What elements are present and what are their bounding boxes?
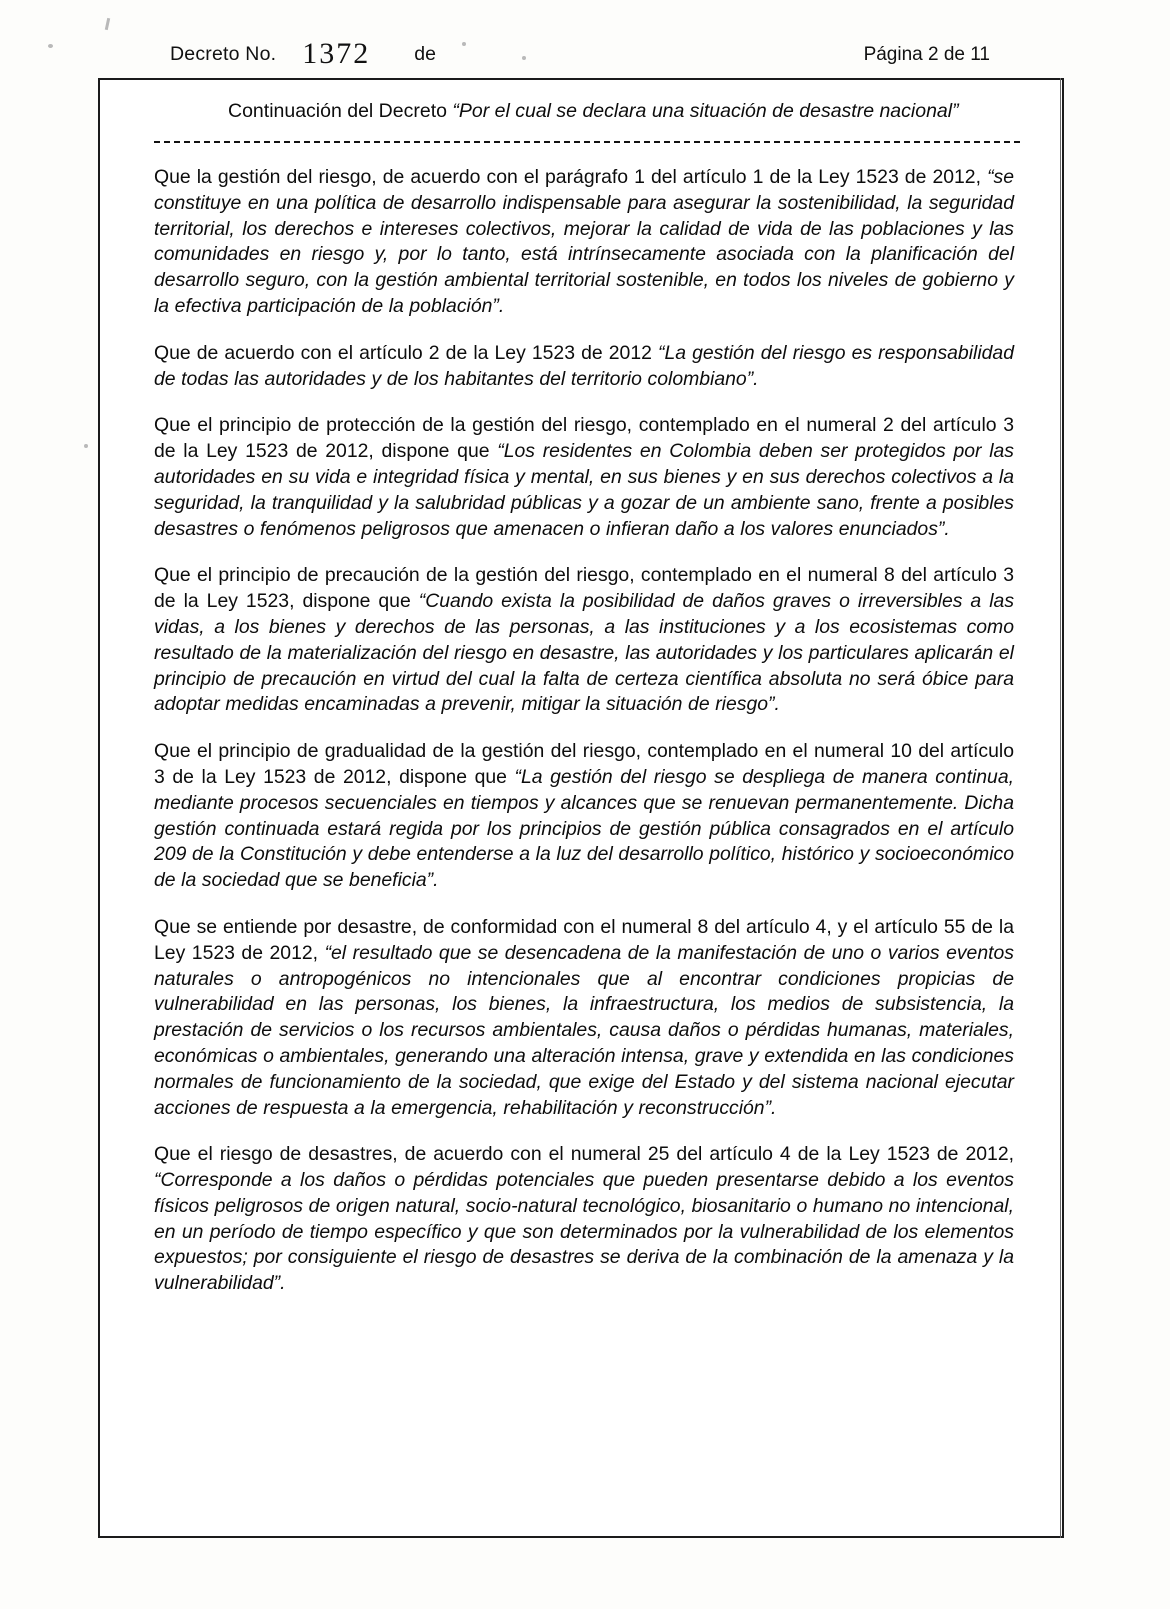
page-inner-rule: [1060, 78, 1061, 1538]
document-header: [170, 34, 990, 68]
paragraph-lead: Que de acuerdo con el artículo 2 de la Ley 1523 de 2012: [154, 341, 658, 364]
paragraph-lead: Que el principio de gradualidad de la gestión del riesgo, contemplado en el numeral 10 del artículo 3 de la Ley 1523 de 2012, dispone que: [154, 740, 1014, 788]
decree-de-label: de: [414, 43, 436, 65]
paragraph-quote: “el resultado que se desencadena de la manifestación de uno o varios eventos naturales o antropogénicos no intencionales que al encontrar condiciones propicias de vulnerabilidad en las personas, los bienes, la infraestructura, los medios de subsistencia, la prestación de servicios o los recursos ambientales, causa daños o pérdidas humanas, materiales, económicas o ambientales, generando una alteración intensa, grave y extendida en las condiciones normales de funcionamiento de la sociedad, que exige del Estado y del sistema nacional ejecutar acciones de respuesta a la emergencia, rehabilitación y reconstrucción”.: [154, 941, 1014, 1119]
paragraph-quote: “La gestión del riesgo es responsabilidad de todas las autoridades y de los habitantes del territorio colombiano”.: [154, 341, 1014, 390]
page-indicator: Página 2 de 11: [863, 44, 990, 65]
paragraph: [154, 413, 1014, 542]
continuation-line: [154, 100, 1014, 123]
paragraph: [154, 1142, 1014, 1297]
scan-artifact: [84, 444, 88, 448]
continuation-title: “Por el cual se declara una situación de desastre nacional”: [452, 100, 959, 122]
paragraph: [154, 915, 1014, 1121]
paragraph: [154, 165, 1014, 320]
paragraph: [154, 739, 1014, 894]
scan-artifact: [105, 18, 110, 30]
decree-label: Decreto No.: [170, 43, 277, 65]
paragraph-lead: Que el principio de protección de la gestión del riesgo, contemplado en el numeral 2 del artículo 3 de la Ley 1523 de 2012, dispone que: [154, 414, 1014, 463]
decree-number: 1372: [302, 37, 371, 70]
paragraph-quote: “Los residentes en Colombia deben ser protegidos por las autoridades en su vida e integridad física y mental, en sus bienes y en sus derechos colectivos a la seguridad, la tranquilidad y la salubridad públicas y a gozar de un ambiente sano, frente a posibles desastres o fenómenos peligrosos que amenacen o infieran daño a los valores enunciados”.: [154, 440, 1014, 540]
paragraph: [154, 341, 1014, 393]
paragraph-lead: Que el riesgo de desastres, de acuerdo con el numeral 25 del artículo 4 de la Ley 1523 de 2012,: [154, 1143, 1014, 1166]
paragraph: [154, 563, 1014, 718]
paragraph-quote: “Corresponde a los daños o pérdidas potenciales que pueden presentarse debido a los eventos físicos peligrosos de origen natural, socio-natural tecnológico, biosanitario o humano no intencional, en un período de tiempo específico y que son determinados por la vulnerabilidad de los elementos expuestos; por consiguiente el riesgo de desastres se deriva de la combinación de la amenaza y la vulnerabilidad”.: [154, 1169, 1014, 1295]
paragraph-quote: “Cuando exista la posibilidad de daños graves o irreversibles a las vidas, a los bienes y derechos de las personas, a las instituciones y a los ecosistemas como resultado de la materialización del riesgo en desastre, las autoridades y los particulares aplicarán el principio de precaución en virtud del cual la falta de certeza científica absoluta no será óbice para adoptar medidas encaminadas a prevenir, mitigar la situación de riesgo”.: [154, 590, 1015, 716]
scan-artifact: [48, 44, 53, 48]
paragraph-quote: “se constituye en una política de desarrollo indispensable para asegurar la sostenibilidad, la seguridad territorial, los derechos e intereses colectivos, mejorar la calidad de vida de las poblaciones y las comunidades en riesgo y, por lo tanto, está intrínsecamente asociada con la planificación del desarrollo seguro, con la gestión ambiental territorial sostenible, en todos los niveles de gobierno y la efectiva participación de la población”.: [154, 166, 1014, 317]
paragraph-lead: Que la gestión del riesgo, de acuerdo con el parágrafo 1 del artículo 1 de la Ley 1523 de 2012,: [154, 166, 988, 188]
paragraph-lead: Que se entiende por desastre, de conformidad con el numeral 8 del artículo 4, y el artículo 55 de la Ley 1523 de 2012,: [154, 915, 1014, 964]
paragraph-lead: Que el principio de precaución de la gestión del riesgo, contemplado en el numeral 8 del artículo 3 de la Ley 1523, dispone que: [154, 564, 1014, 613]
continuation-prefix: Continuación del Decreto: [228, 100, 447, 122]
paragraph-quote: “La gestión del riesgo se despliega de manera continua, mediante procesos secuenciales en tiempos y alcances que se renuevan permanentemente. Dicha gestión continuada estará regida por los principios de gestión pública consagrados en el artículo 209 de la Constitución y debe entenderse a la luz del desarrollo político, histórico y socioeconómico de la sociedad que se beneficia”.: [154, 765, 1015, 892]
dashed-separator: [154, 141, 1020, 143]
document-body: [154, 100, 1014, 1318]
